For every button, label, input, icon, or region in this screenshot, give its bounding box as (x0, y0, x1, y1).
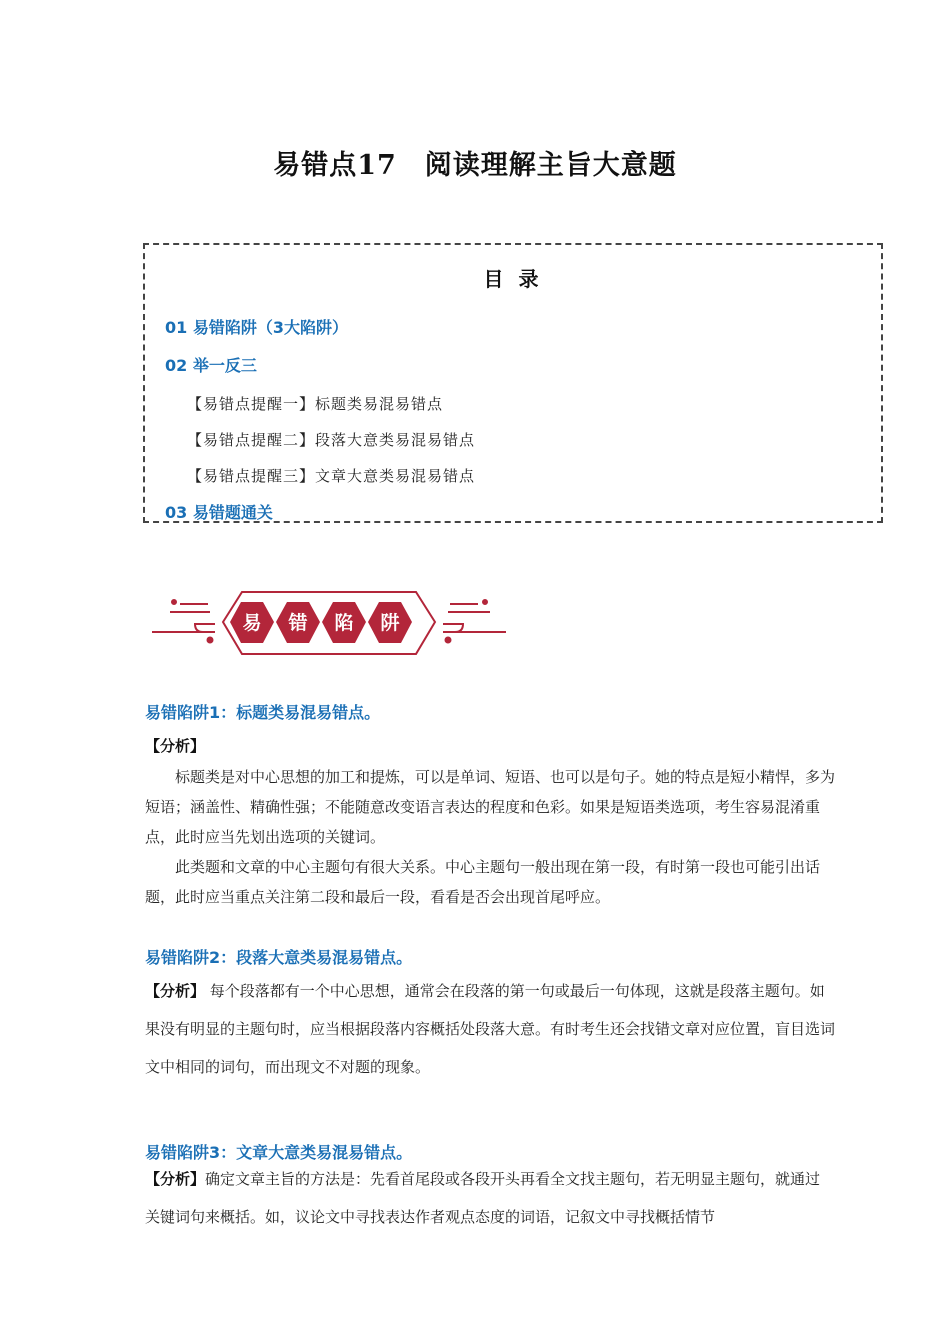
trap-3-text: 确定文章主旨的方法是：先看首尾段或各段开头再看全文找主题句，若无明显主题句，就通过关键词句来概括。如，议论文中寻找表达作者观点态度的词语，记叙文中寻找概括情节 (145, 1170, 821, 1226)
trap-2-text: 每个段落都有一个中心思想，通常会在段落的第一句或最后一句体现，这就是段落主题句。如果没有明显的主题句时，应当根据段落内容概括处段落大意。有时考生还会找错文章对应位置，盲目选词文中相同的词句，而出现文不对题的现象。 (145, 982, 836, 1076)
trap-1-paragraph-2: 此类题和文章的中心主题句有很大关系。中心主题句一般出现在第一段，有时第一段也可能引出话题，此时应当重点关注第二段和最后一段，看看是否会出现首尾呼应。 (145, 858, 821, 906)
analysis-label: 【分析】 (145, 982, 206, 1000)
trap-2-body (145, 972, 835, 1086)
toc-link-exercises[interactable]: 03 易错题通关 (165, 503, 273, 522)
table-of-contents (143, 243, 883, 523)
banner-char-1: 易 (242, 612, 262, 634)
banner-char-2: 错 (288, 612, 308, 634)
trap-1-heading: 易错陷阱1：标题类易混易错点。 (145, 703, 381, 722)
toc-link-reminder-1[interactable]: 【易错点提醒一】标题类易混易错点 (187, 395, 444, 413)
toc-heading: 目 录 (483, 267, 543, 291)
banner-char-4: 阱 (380, 612, 400, 634)
toc-link-reminder-2[interactable]: 【易错点提醒二】段落大意类易混易错点 (187, 431, 476, 449)
trap-1-paragraph-1: 标题类是对中心思想的加工和提炼，可以是单词、短语、也可以是句子。她的特点是短小精悍，多为短语；涵盖性、精确性强；不能随意改变语言表达的程度和色彩。如果是短语类选项，考生容易混淆重点，此时应当先划出选项的关键词。 (145, 768, 836, 846)
banner-left-ornament (152, 600, 215, 643)
analysis-label: 【分析】 (145, 737, 206, 755)
toc-link-reminder-3[interactable]: 【易错点提醒三】文章大意类易混易错点 (187, 467, 476, 485)
toc-link-traps[interactable]: 01 易错陷阱（3大陷阱） (165, 318, 348, 337)
toc-link-examples[interactable]: 02 举一反三 (165, 356, 257, 375)
page-title: 易错点17 阅读理解主旨大意题 (273, 150, 677, 181)
banner-char-3: 陷 (334, 612, 354, 634)
trap-3-body (145, 1160, 835, 1236)
section-banner (150, 588, 510, 660)
trap-1-body (145, 762, 835, 912)
banner-right-ornament (443, 600, 506, 643)
trap-3-heading: 易错陷阱3：文章大意类易混易错点。 (145, 1143, 413, 1162)
trap-1-label (145, 731, 835, 761)
trap-2-heading: 易错陷阱2：段落大意类易混易错点。 (145, 948, 413, 967)
analysis-label: 【分析】 (145, 1170, 206, 1188)
